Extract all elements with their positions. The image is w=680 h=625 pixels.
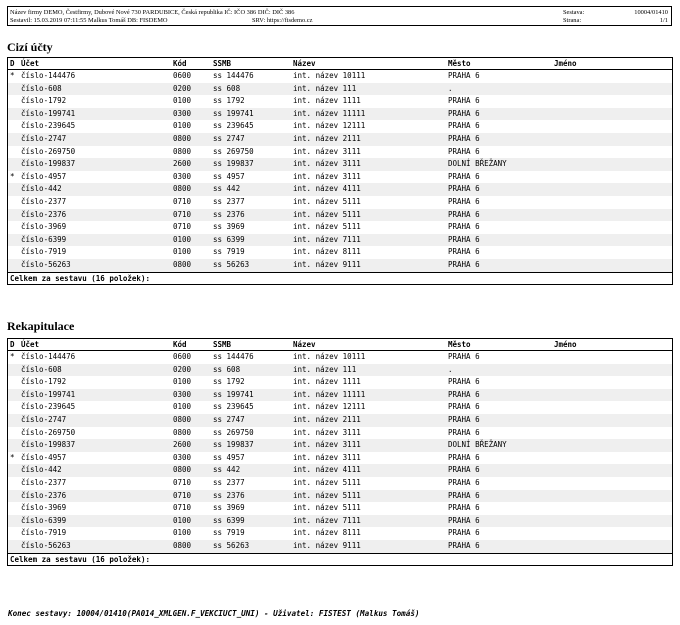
col-nazev-cell: int. název 3111 bbox=[293, 427, 361, 437]
col-nazev-cell: int. název 3111 bbox=[293, 146, 361, 156]
col-kod-cell: 0800 bbox=[173, 259, 192, 269]
col-ucet-cell: číslo-7919 bbox=[21, 247, 67, 257]
col-nazev-cell: int. název 3111 bbox=[293, 452, 361, 462]
col-nazev-cell: int. název 12111 bbox=[293, 402, 366, 412]
col-mesto-cell: PRAHA 6 bbox=[448, 528, 480, 538]
sestava-label: Sestava: bbox=[563, 9, 585, 16]
table-row bbox=[8, 477, 672, 490]
col-nazev-cell: int. název 3111 bbox=[293, 440, 361, 450]
col-mesto-cell: PRAHA 6 bbox=[448, 184, 480, 194]
col-kod-cell: 0800 bbox=[173, 184, 192, 194]
col-kod-cell: 0800 bbox=[173, 540, 192, 550]
col-mesto-cell: PRAHA 6 bbox=[448, 465, 480, 475]
col-kod-cell: 0710 bbox=[173, 477, 192, 487]
col-ucet-cell: číslo-6399 bbox=[21, 515, 67, 525]
col-kod-cell: 0710 bbox=[173, 490, 192, 500]
table-row bbox=[8, 108, 672, 121]
col-ssmb-cell: ss 7919 bbox=[213, 247, 245, 257]
col-kod-cell: 0710 bbox=[173, 222, 192, 232]
col-nazev-header: Název bbox=[293, 340, 316, 349]
col-mesto-cell: PRAHA 6 bbox=[448, 247, 480, 257]
col-ssmb-cell: ss 442 bbox=[213, 184, 241, 194]
table-row bbox=[8, 351, 672, 364]
col-ssmb-cell: ss 2377 bbox=[213, 477, 245, 487]
col-nazev-cell: int. název 5111 bbox=[293, 196, 361, 206]
col-mesto-cell: PRAHA 6 bbox=[448, 71, 480, 80]
table-row bbox=[8, 120, 672, 133]
col-mesto-cell: PRAHA 6 bbox=[448, 427, 480, 437]
col-nazev-cell: int. název 7111 bbox=[293, 515, 361, 525]
col-ssmb-cell: ss 199741 bbox=[213, 389, 254, 399]
col-ucet-cell: číslo-2377 bbox=[21, 477, 67, 487]
table-row bbox=[8, 259, 672, 272]
col-ssmb-cell: ss 56263 bbox=[213, 540, 250, 550]
sestava-value: 10004/01410 bbox=[634, 9, 668, 16]
report-header bbox=[7, 6, 672, 26]
col-jmeno-header: Jméno bbox=[554, 59, 577, 68]
col-ssmb-cell: ss 144476 bbox=[213, 71, 254, 80]
col-mesto-cell: PRAHA 6 bbox=[448, 490, 480, 500]
col-ssmb-cell: ss 3969 bbox=[213, 503, 245, 513]
col-ssmb-cell: ss 239645 bbox=[213, 121, 254, 131]
table-header-row bbox=[8, 58, 672, 70]
table-row bbox=[8, 70, 672, 83]
col-mesto-cell: PRAHA 6 bbox=[448, 196, 480, 206]
table-row bbox=[8, 196, 672, 209]
col-nazev-cell: int. název 10111 bbox=[293, 71, 366, 80]
col-ucet-cell: číslo-144476 bbox=[21, 71, 76, 80]
col-ssmb-cell: ss 4957 bbox=[213, 452, 245, 462]
col-nazev-cell: int. název 8111 bbox=[293, 528, 361, 538]
table-row bbox=[8, 234, 672, 247]
col-ucet-cell: číslo-199741 bbox=[21, 108, 76, 118]
col-kod-cell: 0100 bbox=[173, 377, 192, 387]
col-d-cell: * bbox=[10, 352, 15, 361]
col-mesto-cell: PRAHA 6 bbox=[448, 108, 480, 118]
col-ssmb-cell: ss 239645 bbox=[213, 402, 254, 412]
col-ucet-cell: číslo-442 bbox=[21, 465, 62, 475]
table-row bbox=[8, 246, 672, 259]
col-kod-cell: 0300 bbox=[173, 452, 192, 462]
col-mesto-cell: PRAHA 6 bbox=[448, 259, 480, 269]
col-kod-cell: 0300 bbox=[173, 389, 192, 399]
col-mesto-cell: PRAHA 6 bbox=[448, 352, 480, 361]
col-kod-cell: 2600 bbox=[173, 440, 192, 450]
col-ucet-cell: číslo-442 bbox=[21, 184, 62, 194]
col-kod-cell: 0100 bbox=[173, 234, 192, 244]
table-row bbox=[8, 171, 672, 184]
col-mesto-cell: PRAHA 6 bbox=[448, 133, 480, 143]
col-mesto-header: Město bbox=[448, 340, 471, 349]
col-nazev-cell: int. název 111 bbox=[293, 364, 357, 374]
col-ucet-cell: číslo-1792 bbox=[21, 96, 67, 106]
col-mesto-cell: PRAHA 6 bbox=[448, 171, 480, 181]
col-kod-cell: 0100 bbox=[173, 247, 192, 257]
col-mesto-cell: PRAHA 6 bbox=[448, 222, 480, 232]
table-row bbox=[8, 183, 672, 196]
col-mesto-cell: PRAHA 6 bbox=[448, 503, 480, 513]
server-line: SRV: https://fisdemo.cz bbox=[252, 17, 313, 24]
col-nazev-cell: int. název 3111 bbox=[293, 171, 361, 181]
col-d-cell: * bbox=[10, 71, 15, 80]
col-ucet-cell: číslo-2376 bbox=[21, 490, 67, 500]
col-kod-cell: 0600 bbox=[173, 71, 192, 80]
col-d-cell: * bbox=[10, 171, 15, 181]
col-mesto-cell: PRAHA 6 bbox=[448, 477, 480, 487]
col-ucet-cell: číslo-3969 bbox=[21, 503, 67, 513]
col-kod-cell: 0100 bbox=[173, 96, 192, 106]
col-kod-cell: 0710 bbox=[173, 209, 192, 219]
col-kod-cell: 0100 bbox=[173, 528, 192, 538]
col-kod-cell: 0710 bbox=[173, 503, 192, 513]
table-row bbox=[8, 376, 672, 389]
col-ssmb-cell: ss 4957 bbox=[213, 171, 245, 181]
col-ssmb-cell: ss 6399 bbox=[213, 515, 245, 525]
col-ucet-cell: číslo-2747 bbox=[21, 414, 67, 424]
col-nazev-cell: int. název 4111 bbox=[293, 184, 361, 194]
col-nazev-cell: int. název 5111 bbox=[293, 209, 361, 219]
col-nazev-cell: int. název 2111 bbox=[293, 133, 361, 143]
col-nazev-header: Název bbox=[293, 59, 316, 68]
table-row bbox=[8, 515, 672, 528]
col-ssmb-cell: ss 199837 bbox=[213, 440, 254, 450]
table-row bbox=[8, 414, 672, 427]
table-row bbox=[8, 83, 672, 96]
col-ssmb-cell: ss 144476 bbox=[213, 352, 254, 361]
col-mesto-cell: PRAHA 6 bbox=[448, 414, 480, 424]
col-ucet-cell: číslo-608 bbox=[21, 364, 62, 374]
col-mesto-cell: PRAHA 6 bbox=[448, 452, 480, 462]
col-nazev-cell: int. název 4111 bbox=[293, 465, 361, 475]
col-mesto-cell: PRAHA 6 bbox=[448, 402, 480, 412]
col-ucet-cell: číslo-3969 bbox=[21, 222, 67, 232]
table-header-row bbox=[8, 339, 672, 351]
table-total-row: Celkem za sestavu (16 položek): bbox=[8, 553, 672, 565]
col-nazev-cell: int. název 2111 bbox=[293, 414, 361, 424]
col-ssmb-cell: ss 6399 bbox=[213, 234, 245, 244]
table-row bbox=[8, 158, 672, 171]
col-kod-cell: 0200 bbox=[173, 364, 192, 374]
strana-value: 1/1 bbox=[659, 17, 668, 24]
col-mesto-cell: DOLNÍ BŘEŽANY bbox=[448, 440, 507, 450]
col-nazev-cell: int. název 5111 bbox=[293, 477, 361, 487]
col-d-header: D bbox=[10, 340, 15, 349]
col-ucet-cell: číslo-144476 bbox=[21, 352, 76, 361]
col-ssmb-cell: ss 269750 bbox=[213, 146, 254, 156]
col-kod-cell: 0800 bbox=[173, 146, 192, 156]
col-mesto-cell: PRAHA 6 bbox=[448, 209, 480, 219]
col-nazev-cell: int. název 11111 bbox=[293, 389, 366, 399]
col-ucet-cell: číslo-199741 bbox=[21, 389, 76, 399]
col-jmeno-header: Jméno bbox=[554, 340, 577, 349]
company-line: Název firmy DEMO, Čestfirmy, Dubové Nové 730 PARDUBICE, Česká republika IČ: IČO 386 DIČ: DIČ 386 bbox=[10, 9, 295, 16]
table-row bbox=[8, 95, 672, 108]
col-ucet-header: Účet bbox=[21, 340, 40, 349]
col-ucet-cell: číslo-239645 bbox=[21, 121, 76, 131]
col-mesto-cell: DOLNÍ BŘEŽANY bbox=[448, 159, 507, 169]
col-ssmb-cell: ss 2747 bbox=[213, 133, 245, 143]
col-nazev-cell: int. název 1111 bbox=[293, 96, 361, 106]
col-ssmb-cell: ss 1792 bbox=[213, 96, 245, 106]
col-nazev-cell: int. název 12111 bbox=[293, 121, 366, 131]
col-mesto-cell: . bbox=[448, 364, 453, 374]
col-ucet-cell: číslo-6399 bbox=[21, 234, 67, 244]
col-nazev-cell: int. název 3111 bbox=[293, 159, 361, 169]
table-row bbox=[8, 502, 672, 515]
table-row bbox=[8, 401, 672, 414]
col-nazev-cell: int. název 9111 bbox=[293, 540, 361, 550]
col-ssmb-cell: ss 199837 bbox=[213, 159, 254, 169]
col-ucet-cell: číslo-2747 bbox=[21, 133, 67, 143]
col-ucet-cell: číslo-1792 bbox=[21, 377, 67, 387]
col-ucet-cell: číslo-239645 bbox=[21, 402, 76, 412]
col-ssmb-header: SSMB bbox=[213, 340, 232, 349]
col-kod-cell: 0200 bbox=[173, 83, 192, 93]
col-mesto-cell: PRAHA 6 bbox=[448, 515, 480, 525]
col-ssmb-cell: ss 2747 bbox=[213, 414, 245, 424]
col-kod-cell: 0300 bbox=[173, 108, 192, 118]
table-row bbox=[8, 540, 672, 553]
table-row bbox=[8, 464, 672, 477]
table-row bbox=[8, 364, 672, 377]
table-row bbox=[8, 427, 672, 440]
col-d-header: D bbox=[10, 59, 15, 68]
col-ucet-cell: číslo-269750 bbox=[21, 427, 76, 437]
col-nazev-cell: int. název 5111 bbox=[293, 222, 361, 232]
col-ssmb-cell: ss 608 bbox=[213, 83, 241, 93]
col-nazev-cell: int. název 5111 bbox=[293, 490, 361, 500]
col-ssmb-cell: ss 56263 bbox=[213, 259, 250, 269]
col-kod-header: Kód bbox=[173, 340, 187, 349]
col-mesto-cell: . bbox=[448, 83, 453, 93]
col-kod-cell: 0710 bbox=[173, 196, 192, 206]
col-kod-cell: 2600 bbox=[173, 159, 192, 169]
table-row bbox=[8, 221, 672, 234]
col-kod-cell: 0800 bbox=[173, 427, 192, 437]
table-total-row: Celkem za sestavu (16 položek): bbox=[8, 272, 672, 284]
col-ucet-cell: číslo-269750 bbox=[21, 146, 76, 156]
col-mesto-cell: PRAHA 6 bbox=[448, 377, 480, 387]
section-title-rekapitulace: Rekapitulace bbox=[7, 319, 75, 333]
col-ssmb-cell: ss 2377 bbox=[213, 196, 245, 206]
col-kod-cell: 0300 bbox=[173, 171, 192, 181]
col-nazev-cell: int. název 8111 bbox=[293, 247, 361, 257]
col-mesto-header: Město bbox=[448, 59, 471, 68]
compiled-line: Sestavil: 15.03.2019 07:11:55 Malkus Tomáš DB: FISDEMO bbox=[10, 17, 168, 24]
col-ucet-cell: číslo-199837 bbox=[21, 159, 76, 169]
col-ucet-cell: číslo-7919 bbox=[21, 528, 67, 538]
col-ssmb-cell: ss 3969 bbox=[213, 222, 245, 232]
col-ssmb-cell: ss 7919 bbox=[213, 528, 245, 538]
col-nazev-cell: int. název 1111 bbox=[293, 377, 361, 387]
col-ssmb-cell: ss 269750 bbox=[213, 427, 254, 437]
col-mesto-cell: PRAHA 6 bbox=[448, 96, 480, 106]
strana-label: Strana: bbox=[563, 17, 582, 24]
col-ucet-header: Účet bbox=[21, 59, 40, 68]
col-nazev-cell: int. název 5111 bbox=[293, 503, 361, 513]
table-row bbox=[8, 389, 672, 402]
table-row bbox=[8, 452, 672, 465]
table-row bbox=[8, 133, 672, 146]
accounts-table bbox=[7, 57, 673, 285]
col-ssmb-header: SSMB bbox=[213, 59, 232, 68]
col-d-cell: * bbox=[10, 452, 15, 462]
col-ssmb-cell: ss 1792 bbox=[213, 377, 245, 387]
col-kod-cell: 0100 bbox=[173, 515, 192, 525]
col-ucet-cell: číslo-4957 bbox=[21, 171, 67, 181]
col-kod-cell: 0800 bbox=[173, 465, 192, 475]
table-row bbox=[8, 527, 672, 540]
table-row bbox=[8, 439, 672, 452]
col-ssmb-cell: ss 2376 bbox=[213, 490, 245, 500]
col-ucet-cell: číslo-56263 bbox=[21, 259, 71, 269]
col-ssmb-cell: ss 442 bbox=[213, 465, 241, 475]
col-ucet-cell: číslo-608 bbox=[21, 83, 62, 93]
col-nazev-cell: int. název 111 bbox=[293, 83, 357, 93]
col-nazev-cell: int. název 10111 bbox=[293, 352, 366, 361]
col-ucet-cell: číslo-4957 bbox=[21, 452, 67, 462]
col-kod-header: Kód bbox=[173, 59, 187, 68]
col-ucet-cell: číslo-2377 bbox=[21, 196, 67, 206]
col-mesto-cell: PRAHA 6 bbox=[448, 146, 480, 156]
col-kod-cell: 0100 bbox=[173, 402, 192, 412]
col-kod-cell: 0800 bbox=[173, 414, 192, 424]
col-kod-cell: 0800 bbox=[173, 133, 192, 143]
col-ssmb-cell: ss 2376 bbox=[213, 209, 245, 219]
col-kod-cell: 0100 bbox=[173, 121, 192, 131]
col-mesto-cell: PRAHA 6 bbox=[448, 389, 480, 399]
table-row bbox=[8, 209, 672, 222]
col-ssmb-cell: ss 608 bbox=[213, 364, 241, 374]
col-mesto-cell: PRAHA 6 bbox=[448, 234, 480, 244]
col-nazev-cell: int. název 9111 bbox=[293, 259, 361, 269]
table-row bbox=[8, 146, 672, 159]
col-ucet-cell: číslo-199837 bbox=[21, 440, 76, 450]
recap-table bbox=[7, 338, 673, 566]
col-nazev-cell: int. název 7111 bbox=[293, 234, 361, 244]
col-ucet-cell: číslo-2376 bbox=[21, 209, 67, 219]
col-nazev-cell: int. název 11111 bbox=[293, 108, 366, 118]
table-row bbox=[8, 490, 672, 503]
col-ssmb-cell: ss 199741 bbox=[213, 108, 254, 118]
col-kod-cell: 0600 bbox=[173, 352, 192, 361]
col-mesto-cell: PRAHA 6 bbox=[448, 121, 480, 131]
report-footer: Konec sestavy: 10004/01410(PA014_XMLGEN.F_VEKCIUCT_UNI) - Uživatel: FISTEST (Malkus Tomáš) bbox=[8, 609, 420, 618]
col-ucet-cell: číslo-56263 bbox=[21, 540, 71, 550]
col-mesto-cell: PRAHA 6 bbox=[448, 540, 480, 550]
section-title-cizi-ucty: Cizí účty bbox=[7, 40, 53, 54]
